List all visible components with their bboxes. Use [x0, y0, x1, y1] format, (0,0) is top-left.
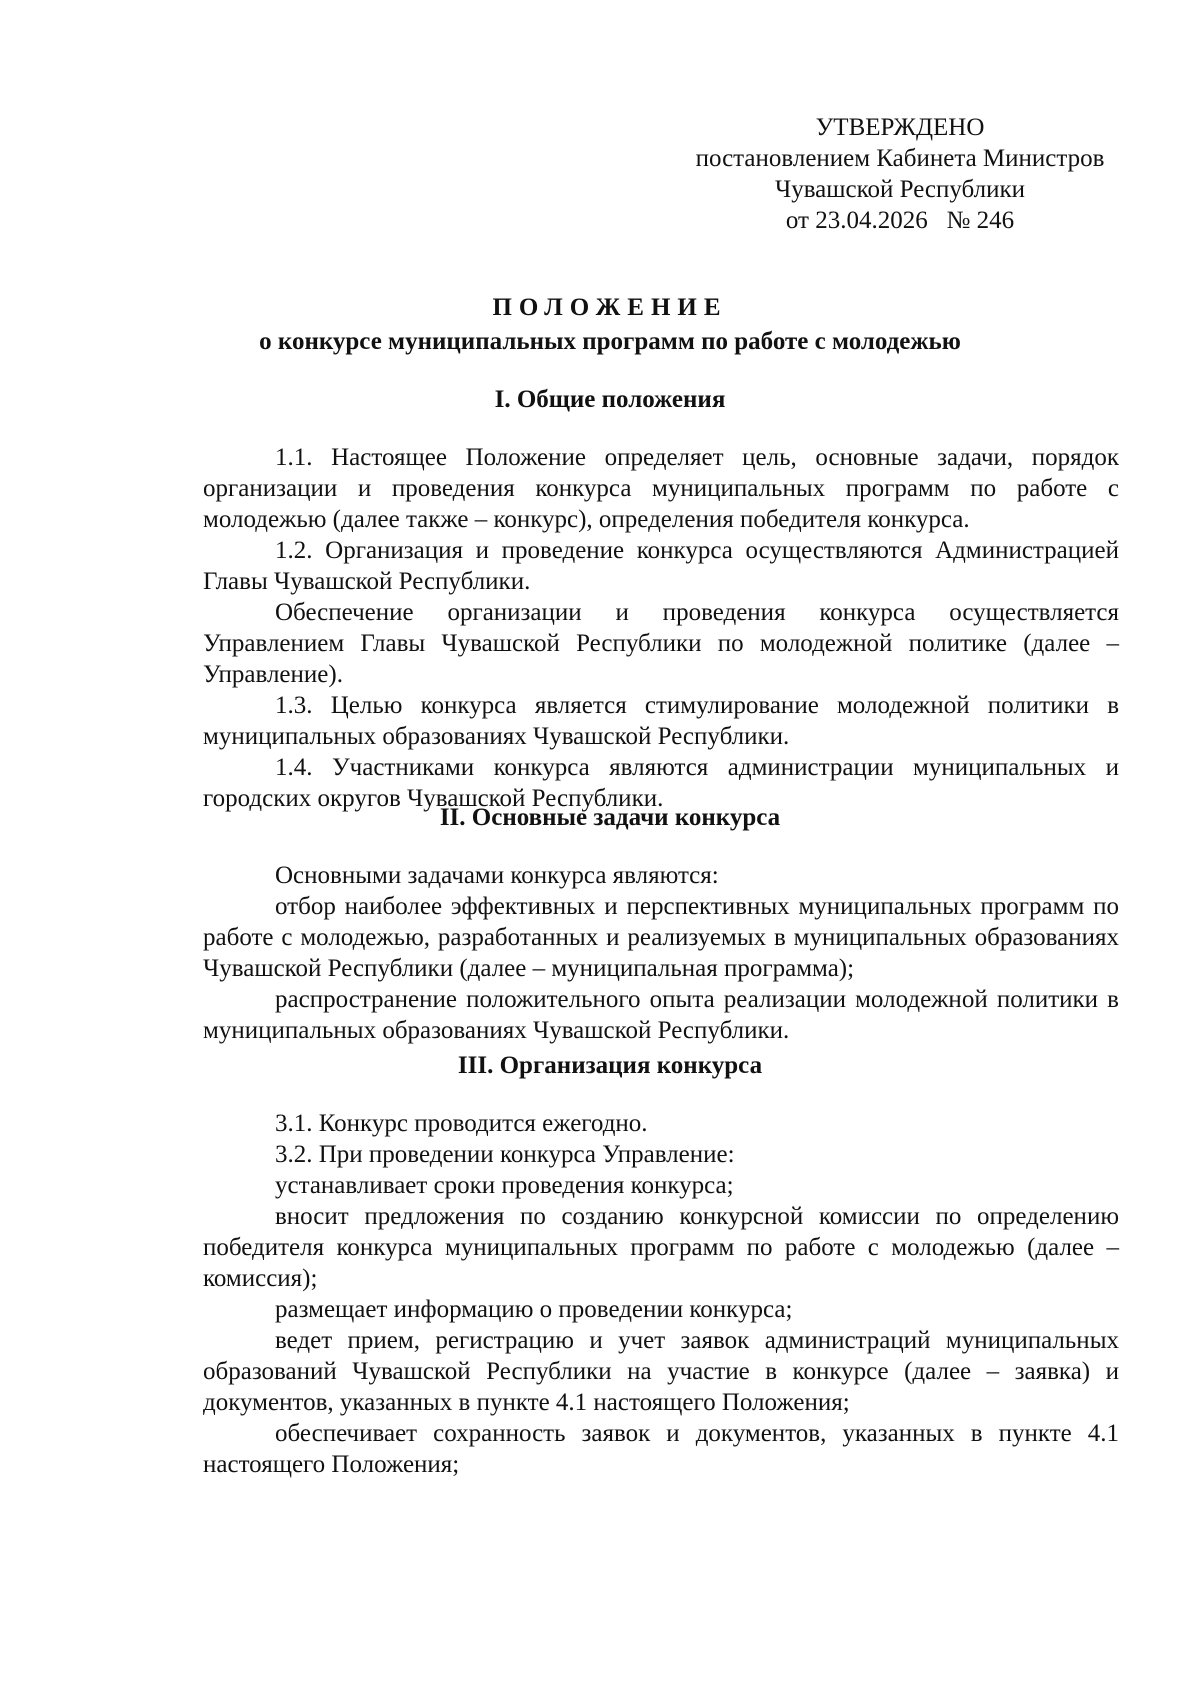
paragraph: 1.1. Настоящее Положение определяет цель, основные задачи, порядок организации и проведения конкурса муниципальных программ по работе с молодежью (далее также – конкурс), определения победителя конкурса.	[203, 444, 1119, 533]
approval-line-approved: УТВЕРЖДЕНО	[815, 114, 985, 141]
approval-line-resolution: постановлением Кабинета Министров	[695, 145, 1105, 172]
approval-stamp	[680, 112, 1120, 236]
section-3-heading: III. Организация конкурса	[457, 1052, 763, 1079]
paragraph: устанавливает сроки проведения конкурса;	[275, 1172, 734, 1199]
paragraph: Основными задачами конкурса являются:	[275, 862, 719, 889]
approval-line-date-number: от 23.04.2026 № 246	[785, 207, 1015, 234]
section-3-body	[203, 1108, 1119, 1480]
section-1-heading: I. Общие положения	[494, 386, 726, 413]
document-subtitle: о конкурсе муниципальных программ по работе с молодежью	[259, 328, 961, 355]
paragraph: обеспечивает сохранность заявок и документов, указанных в пункте 4.1 настоящего Положения;	[203, 1420, 1119, 1478]
section-2-heading: II. Основные задачи конкурса	[439, 804, 781, 831]
paragraph: 1.4. Участниками конкурса являются администрации муниципальных и городских округов Чувашской Республики.	[203, 754, 1119, 812]
document-title: ПОЛОЖЕНИЕ	[492, 294, 728, 321]
paragraph: ведет прием, регистрацию и учет заявок администраций муниципальных образований Чувашской Республики на участие в конкурсе (далее – заявка) и документов, указанных в пункте 4.1 настоящего Положения;	[203, 1327, 1119, 1416]
approval-line-republic: Чувашской Республики	[774, 176, 1026, 203]
paragraph: размещает информацию о проведении конкурса;	[275, 1296, 793, 1323]
section-1-body	[203, 442, 1119, 814]
paragraph: вносит предложения по созданию конкурсной комиссии по определению победителя конкурса муниципальных программ по работе с молодежью (далее – комиссия);	[203, 1203, 1119, 1292]
paragraph: 3.1. Конкурс проводится ежегодно.	[275, 1110, 648, 1137]
paragraph: Обеспечение организации и проведения конкурса осуществляется Управлением Главы Чувашской Республики по молодежной политике (далее – Управление).	[203, 599, 1119, 688]
paragraph: 3.2. При проведении конкурса Управление:	[275, 1141, 735, 1168]
paragraph: распространение положительного опыта реализации молодежной политики в муниципальных образованиях Чувашской Республики.	[203, 986, 1119, 1044]
paragraph: 1.2. Организация и проведение конкурса осуществляются Администрацией Главы Чувашской Республики.	[203, 537, 1119, 595]
section-2-body	[203, 860, 1119, 1046]
paragraph: отбор наиболее эффективных и перспективных муниципальных программ по работе с молодежью, разработанных и реализуемых в муниципальных образованиях Чувашской Республики (далее – муниципальная программа);	[203, 893, 1119, 982]
paragraph: 1.3. Целью конкурса является стимулирование молодежной политики в муниципальных образованиях Чувашской Республики.	[203, 692, 1119, 750]
